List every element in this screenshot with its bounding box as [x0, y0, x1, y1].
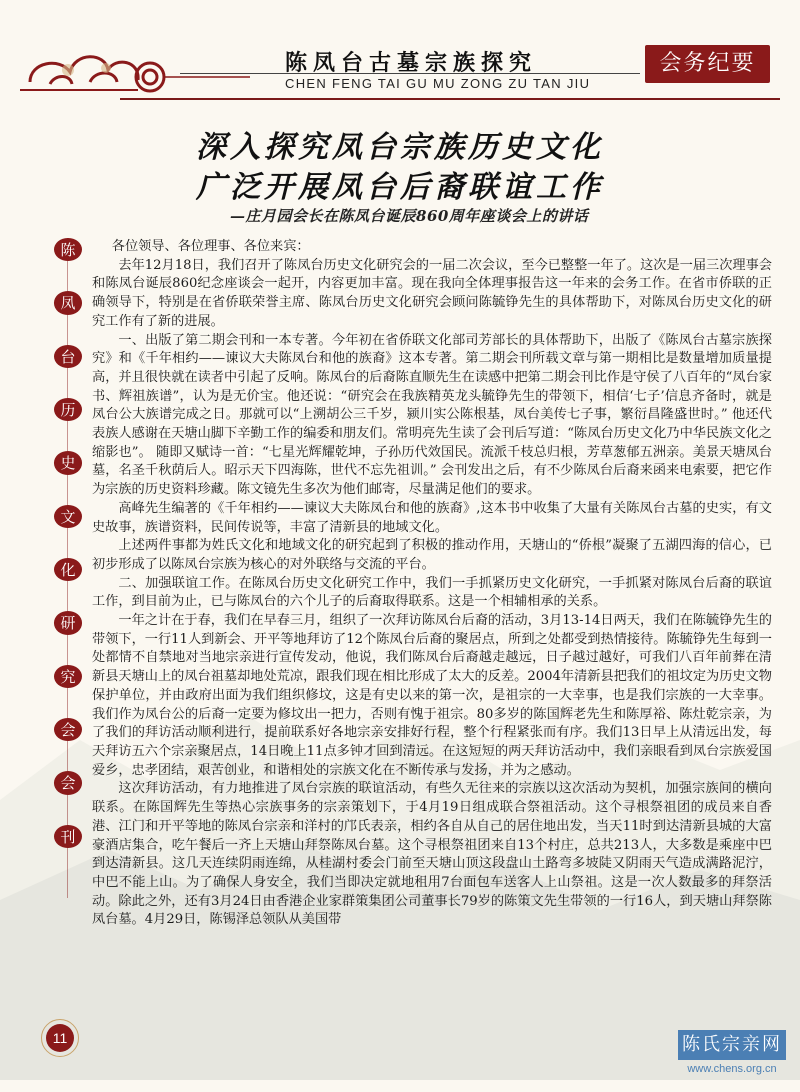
- side-banner-char: 史: [54, 451, 82, 474]
- side-banner-char: 究: [54, 665, 82, 688]
- site-watermark: 陈氏宗亲网: [678, 1030, 786, 1060]
- article-title-line-2: 广泛开展凤台后裔联谊工作: [196, 170, 604, 205]
- side-banner-char: 凤: [54, 291, 82, 314]
- body-paragraph: 一、出版了第二期会刊和一本专著。今年初在省侨联文化部司芳部长的具体帮助下，出版了《陈凤台古墓宗族探究》和《千年相约——谏议大夫陈凤台和他的族裔》这本专著。第二期会刊所载文章与第一期相比是数量增加质量提高，并且很快就在读者中引起了反响。陈凤台的后裔陈直顺先生在读感中把第二期会刊比作是守侯了八百年的“凤台家书、辉祖族谱”，认为是无价宝。他还说：“研究会在我族精英龙头毓铮先生的带领下，相信‘七子’信息齐备时，就是凤台公大族谱完成之日。那就可以“上溯胡公三千岁，颍川实公陈根基，凤台美传七子事，繁衍昌隆盛世时。” 他还代表族人感谢在天塘山脚下辛勤工作的编委和朋友们。常明亮先生读了会刊后写道：“陈凤台历史文化乃中华民族文化之缩影也”。 随即又赋诗一首：“七星光辉耀乾坤，子孙历代效国民。流派千枝总归根，芳草葱郁五洲亲。美景天塘凤台墓，名圣千秋荫后人。昭示天下四海陈，世代不忘先祖训。” 会刊发出之后，有不少陈凤台后裔来函来电索要，把它作为宗族的历史资料珍藏。陈文镜先生多次为他们邮寄，尽量满足他们的要求。: [92, 332, 772, 498]
- auspicious-cloud-icon: [20, 22, 250, 102]
- side-banner-char: 陈: [54, 238, 82, 261]
- article-subtitle: —庄月园会长在陈凤台诞辰860周年座谈会上的讲话: [230, 207, 589, 225]
- publication-title: 陈凤台古墓宗族探究: [285, 51, 538, 76]
- article-body: [92, 238, 772, 1078]
- side-banner-char: 历: [54, 398, 82, 421]
- salutation: 各位领导、各位理事、各位来宾：: [111, 239, 310, 254]
- body-paragraph: 上述两件事都为姓氏文化和地域文化的研究起到了积极的推动作用，天塘山的“侨根”凝聚了五湖四海的信心，已初步形成了以陈凤台宗族为核心的对外联络与交流的平台。: [92, 538, 772, 572]
- header-underline: [120, 98, 780, 100]
- section-badge: 会务纪要: [645, 45, 770, 83]
- article-title-line-1: 深入探究凤台宗族历史文化: [196, 130, 604, 165]
- side-banner: [53, 238, 83, 878]
- site-watermark-url: www.chens.org.cn: [687, 1063, 777, 1075]
- side-banner-char: 刊: [54, 825, 82, 848]
- side-banner-char: 研: [54, 611, 82, 634]
- side-banner-char: 化: [54, 558, 82, 581]
- side-banner-char: 会: [54, 718, 82, 741]
- side-banner-char: 台: [54, 345, 82, 368]
- page-number: 11: [46, 1024, 74, 1052]
- body-paragraph: 二、加强联谊工作。在陈凤台历史文化研究工作中，我们一手抓紧历史文化研究，一手抓紧对陈凤台后裔的联谊工作，到目前为止，已与陈凤台的六个儿子的后裔取得联系。这是一个相辅相承的关系。: [92, 575, 772, 610]
- body-paragraph: 一年之计在于春，我们在早春三月，组织了一次拜访陈凤台后裔的活动，3月13-14日两天，我们在陈毓铮先生的带领下，一行11人到新会、开平等地拜访了12个陈凤台后裔的聚居点，所到之处都受到热情接待。陈毓铮先生每到一处都情不自禁地对当地宗亲进行宣传发动，他说，我们陈凤台后裔越走越远，日子越过越好，可我们八百年前葬在清新县天塘山上的凤台祖墓却地处荒凉，跟我们现在相比形成了太大的反差。2004年清新县把我们的祖坟定为历史文物保护单位，并由政府出面为我们组织修坟，这是有史以来的第一次，是祖宗的一大幸事，也是我们宗族的一大幸事。我们作为凤台公的后裔一定要为修坟出一把力，否则有愧于祖宗。80多岁的陈国辉老先生和陈厚裕、陈灶乾宗亲，为了我们的拜访活动顺利进行，提前联系好各地宗亲安排好行程，整个行程紧张而有序。我们13日早上从清远出发，每天拜访五六个宗亲聚居点，14日晚上11点多钟才回到清远。在这短短的两天拜访活动中，我们亲眼看到凤台宗族爱国爱乡，忠孝团结，艰苦创业，和谐相处的宗族文化在不断传承与发扬，并为之感动。: [92, 613, 772, 778]
- page-header: [0, 0, 800, 110]
- publication-pinyin: CHEN FENG TAI GU MU ZONG ZU TAN JIU: [285, 76, 591, 91]
- body-paragraph: 去年12月18日，我们召开了陈凤台历史文化研究会的一届二次会议，至今已整整一年了。这次是一届三次理事会和陈凤台诞辰860纪念座谈会一起开，内容更加丰富。现在我向全体理事报告这一年来的会务工作。在省市侨联的正确领导下，特别是在省侨联荣誉主席、陈凤台历史文化研究会顾问陈毓铮先生的具体帮助下，对陈凤台历史文化的研究工作有了新的进展。: [92, 257, 772, 329]
- body-paragraph: 高峰先生编著的《千年相约——谏议大夫陈凤台和他的族裔》,这本书中收集了大量有关陈凤台古墓的史实，有文史故事，族谱资料，民间传说等，丰富了清新县的地域文化。: [92, 500, 772, 535]
- body-paragraph: 这次拜访活动，有力地推进了凤台宗族的联谊活动，有些久无往来的宗族以这次活动为契机，加强宗族间的横向联系。在陈国辉先生等热心宗族事务的宗亲策划下，于4月19日组成联合祭祖活动。这个寻根祭祖团的成员来自香港、江门和开平等地的陈凤台宗亲和洋村的邝氏表亲，相约各自从自己的居住地出发，当天11时到达清新县城的大富豪酒店集合，吃午餐后一齐上天塘山拜祭陈凤台墓。这个寻根祭祖团来自13个村庄，总共213人，大多数是乘座中巴到达清新县。这几天连续阴雨连绵，从桂湖村委会门前至天塘山顶这段盘山土路弯多坡陡又阴雨天气造成满路泥泞，中巴不能上山。为了确保人身安全，我们当即决定就地租用7台面包车送客人上山祭祖。这是一次人数最多的拜祭活动。除此之外，还有3月24日由香港企业家群策集团公司董事长79岁的陈策文先生带领的一行16人，到天塘山拜祭陈凤台墓。4月29日，陈锡泽总领队从美国带: [92, 781, 772, 928]
- side-banner-char: 会: [54, 771, 82, 794]
- side-banner-char: 文: [54, 505, 82, 528]
